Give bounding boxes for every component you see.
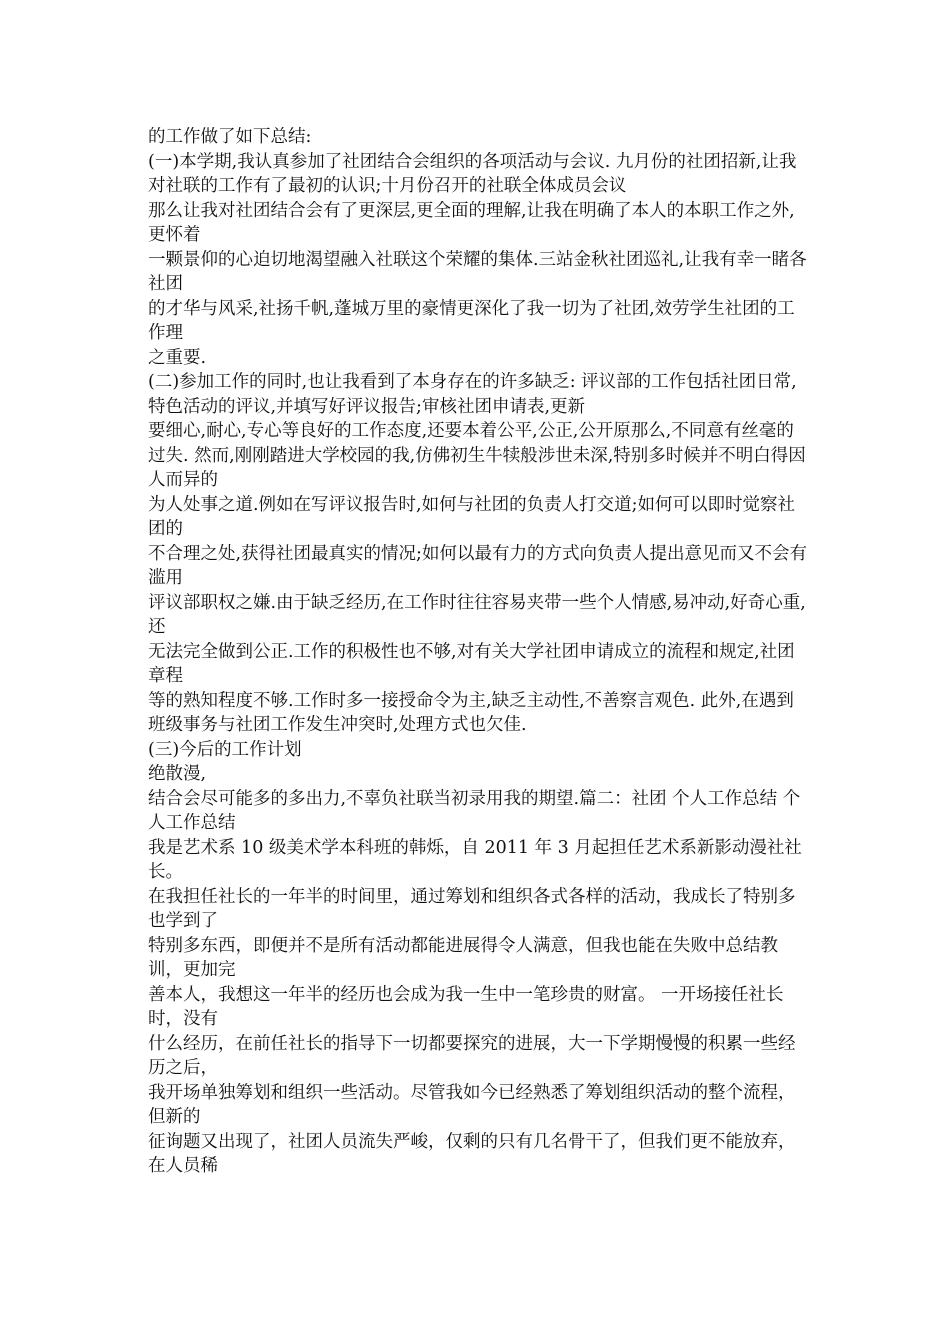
paragraph: 无法完全做到公正.工作的积极性也不够,对有关大学社团申请成立的流程和规定,社团章程 [148, 641, 795, 686]
paragraph: 征询题又出现了，社团人员流失严峻，仅剩的只有几名骨干了，但我们更不能放弃，在人员稀 [148, 1131, 796, 1176]
paragraph: 不合理之处,获得社团最真实的情况;如何以最有力的方式向负责人提出意见而又不会有滥用 [148, 543, 807, 588]
paragraph: 我是艺术系 10 级美术学本科班的韩烁，自 2011 年 3 月起担任艺术系新影动漫社社长。 [148, 837, 802, 882]
paragraph: 一颗景仰的心迫切地渴望融入社联这个荣耀的集体.三站金秋社团巡礼,让我有幸一睹各社团 [148, 249, 807, 294]
document-body [148, 125, 810, 1179]
paragraph: 评议部职权之嫌.由于缺乏经历,在工作时往往容易夹带一些个人情感,易冲动,好奇心重,还 [148, 592, 806, 637]
paragraph: 绝散漫, [148, 764, 207, 784]
paragraph: 我开场单独筹划和组织一些活动。尽管我如今已经熟悉了筹划组织活动的整个流程，但新的 [148, 1082, 796, 1127]
section-heading: (三)今后的工作计划 [148, 739, 302, 760]
paragraph: 什么经历，在前任社长的指导下一切都要探究的进展，大一下学期慢慢的积累一些经历之后， [148, 1033, 796, 1078]
paragraph: 善本人，我想这一年半的经历也会成为我一生中一笔珍贵的财富。 一开场接任社长时，没有 [148, 984, 784, 1029]
paragraph: 在我担任社长的一年半的时间里，通过筹划和组织各式各样的活动，我成长了特别多也学到了 [148, 886, 796, 931]
paragraph: 为人处事之道.例如在写评议报告时,如何与社团的负责人打交道;如何可以即时觉察社团的 [148, 494, 796, 539]
paragraph: 结合会尽可能多的多出力,不辜负社联当初录用我的期望.篇二：社团 个人工作总结 个人工作总结 [148, 788, 801, 833]
paragraph: 的工作做了如下总结: [148, 127, 312, 147]
paragraph: (一)本学期,我认真参加了社团结合会组织的各项活动与会议. 九月份的社团招新,让我对社联的工作有了最初的认识;十月份召开的社联全体成员会议 [148, 151, 797, 196]
paragraph: 之重要. [148, 347, 207, 368]
paragraph: 等的熟知程度不够.工作时多一接授命令为主,缺乏主动性,不善察言观色. 此外,在遇到班级事务与社团工作发生冲突时,处理方式也欠佳. [148, 690, 794, 735]
paragraph: 的才华与风采,社扬千帆,蓬城万里的豪情更深化了我一切为了社团,效劳学生社团的工作理 [148, 298, 795, 343]
paragraph: 那么让我对社团结合会有了更深层,更全面的理解,让我在明确了本人的本职工作之外,更怀着 [148, 200, 795, 245]
paragraph: (二)参加工作的同时,也让我看到了本身存在的许多缺乏: 评议部的工作包括社团日常,特色活动的评议,并填写好评议报告;审核社团申请表,更新 [148, 372, 797, 417]
paragraph: 要细心,耐心,专心等良好的工作态度,还要本着公平,公正,公开原那么,不同意有丝毫的过失. 然而,刚刚踏进大学校园的我,仿佛初生牛犊般涉世未深,特别多时候并不明白得因人而异的 [148, 421, 806, 490]
paragraph: 特别多东西，即便并不是所有活动都能进展得令人满意，但我也能在失败中总结教训，更加完 [148, 935, 778, 980]
